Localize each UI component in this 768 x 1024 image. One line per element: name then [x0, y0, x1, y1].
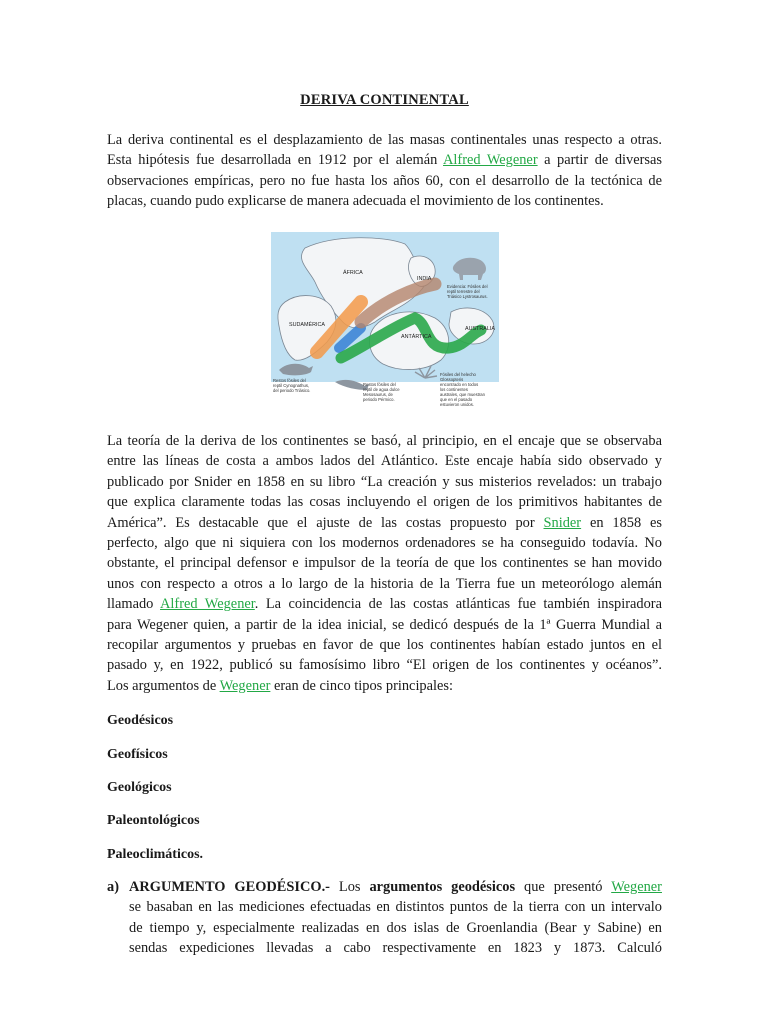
body-line-13-text: Los argumentos de — [107, 677, 217, 694]
caption-glosso-4: los continentes — [440, 387, 468, 392]
body-line-9-text: llamado — [107, 596, 154, 613]
body-line-13 — [107, 676, 662, 696]
intro-line-2-text: Esta hipótesis fue desarrollada en 1912 por el alemán — [107, 152, 438, 169]
caption-cyno-1: Restos fósiles del — [273, 378, 306, 383]
argument-type-paleontologicos: Paleontológicos — [107, 813, 200, 828]
section-marker: a) — [107, 879, 119, 895]
wegener-link-args[interactable]: Wegener — [219, 677, 271, 694]
body-line-11: recopilar argumentos y pruebas en favor de que los continentes habían estado juntos en el — [107, 637, 662, 654]
body-paragraph — [107, 431, 662, 696]
body-line-3: publicado por Snider en 1858 en su libro “La creación y sus misterios revelados: un trabajo — [107, 473, 662, 490]
body-line-2: entre las líneas de costa a ambos lados del Atlántico. Este encaje había sido observado y — [107, 453, 662, 470]
intro-line-4: placas, cuando pudo explicarse de manera adecuada el movimiento de los continentes. — [107, 193, 604, 210]
wegener-link-intro[interactable]: Alfred Wegener — [443, 152, 538, 169]
section-bold-term: argumentos geodésicos — [369, 879, 516, 895]
body-line-4: que explica claramente todas las cosas incluyendo el origen de los primitivos habitantes de — [107, 494, 662, 511]
label-australia: AUSTRALIA — [465, 326, 495, 332]
intro-line-1: La deriva continental es el desplazamiento de las masas continentales unas respecto a otras. — [107, 132, 662, 148]
body-line-5 — [107, 513, 662, 533]
wegener-link-section[interactable]: Wegener — [611, 879, 662, 895]
intro-line-2 — [107, 150, 662, 170]
body-line-9 — [107, 594, 662, 614]
caption-meso-2: reptil de agua dulce — [363, 387, 400, 392]
section-line-1-post: que presentó — [524, 879, 603, 895]
body-line-1: La teoría de la deriva de los continentes se basó, al principio, en el encaje que se observaba — [107, 433, 662, 449]
argument-type-geodesicos: Geodésicos — [107, 713, 174, 728]
body-line-13-end: eran de cinco tipos principales: — [273, 677, 454, 694]
caption-lystro-3: Triásico Lystrosaurus. — [447, 294, 488, 299]
body-line-5-end: en 1858 es — [589, 514, 662, 531]
caption-glosso-2: Glossopteris — [440, 377, 464, 382]
caption-glosso-6: que en el pasado — [440, 397, 473, 402]
label-antartica: ANTÁRTICA — [401, 334, 432, 340]
argument-type-paleoclimaticos: Paleoclimáticos. — [107, 847, 204, 862]
caption-glosso-7: estuvieron unidos. — [440, 402, 474, 407]
body-line-9-end: . La coincidencia de las costas atlánticas fue también inspiradora — [254, 596, 662, 613]
caption-cyno-3: del periodo Triásico. — [273, 388, 311, 393]
caption-lystro-2: reptil terrestre del — [447, 289, 480, 294]
label-africa: ÁFRICA — [343, 270, 363, 276]
section-heading: ARGUMENTO GEODÉSICO.- — [129, 879, 330, 895]
intro-line-2-end: a partir de diversas — [544, 152, 662, 169]
pangea-map — [265, 230, 502, 416]
intro-line-3: observaciones empíricas, pero no fue hasta los años 60, con el desarrollo de la tectónica de — [107, 172, 662, 189]
caption-meso-3: Mesosaurus, de — [363, 392, 393, 397]
section-line-3: de tiempo y, especialmente realizadas en dos islas de Groenlandia (Bear y Sabine) en — [129, 919, 662, 936]
section-line-1 — [129, 877, 662, 897]
argument-type-geologicos: Geológicos — [107, 780, 172, 795]
section-line-4: sendas expediciones llevadas a cabo respectivamente en 1823 y 1873. Calculó — [129, 940, 662, 957]
body-line-8: unos con respecto a otros a lo largo de la historia de la Tierra fue un meteorólogo alemán — [107, 575, 662, 592]
caption-glosso-1: Fósiles del helecho — [440, 372, 476, 377]
document-title: DERIVA CONTINENTAL — [300, 92, 469, 108]
section-line-2: se basaban en las mediciones efectuadas en distintos puntos de la tierra con un intervalo — [129, 899, 662, 916]
snider-link[interactable]: Snider — [543, 514, 582, 531]
caption-glosso-5: australes, que muestran — [440, 392, 485, 397]
section-line-1-mid: Los — [338, 879, 361, 895]
body-line-5-text: América”. Es destacable que el ajuste de las costas propuesto por — [107, 514, 535, 531]
body-line-12: pasado y, en 1922, publicó su famosísimo libro “El origen de los continentes y océanos”. — [107, 657, 662, 674]
caption-meso-1: Restos fósiles del — [363, 382, 396, 387]
wegener-link-body[interactable]: Alfred Wegener — [160, 596, 255, 613]
argument-type-geofisicos: Geofísicos — [107, 747, 168, 762]
label-india: INDIA — [417, 276, 432, 282]
body-line-10: para Wegener quien, a partir de la idea inicial, se dedicó después de la 1ª Guerra Mundial a — [107, 616, 662, 633]
section-body — [129, 877, 662, 959]
caption-glosso-3: encontrado en todos — [440, 382, 479, 387]
caption-lystro-1: Evidencia: Fósiles del — [447, 284, 488, 289]
label-sudamerica: SUDAMÉRICA — [289, 322, 325, 328]
caption-meso-4: periodo Pérmico. — [363, 397, 395, 402]
intro-paragraph — [107, 130, 662, 212]
body-line-7: obstante, el principal defensor e impulsor de la teoría de que los continentes se han movido — [107, 555, 662, 572]
caption-cyno-2: reptil Cynognathus, — [273, 383, 310, 388]
body-line-6: perfecto, algo que ni siquiera con los modernos ordenadores se ha conseguido todavía. No — [107, 535, 662, 552]
pangea-fossil-map-figure — [265, 230, 502, 416]
